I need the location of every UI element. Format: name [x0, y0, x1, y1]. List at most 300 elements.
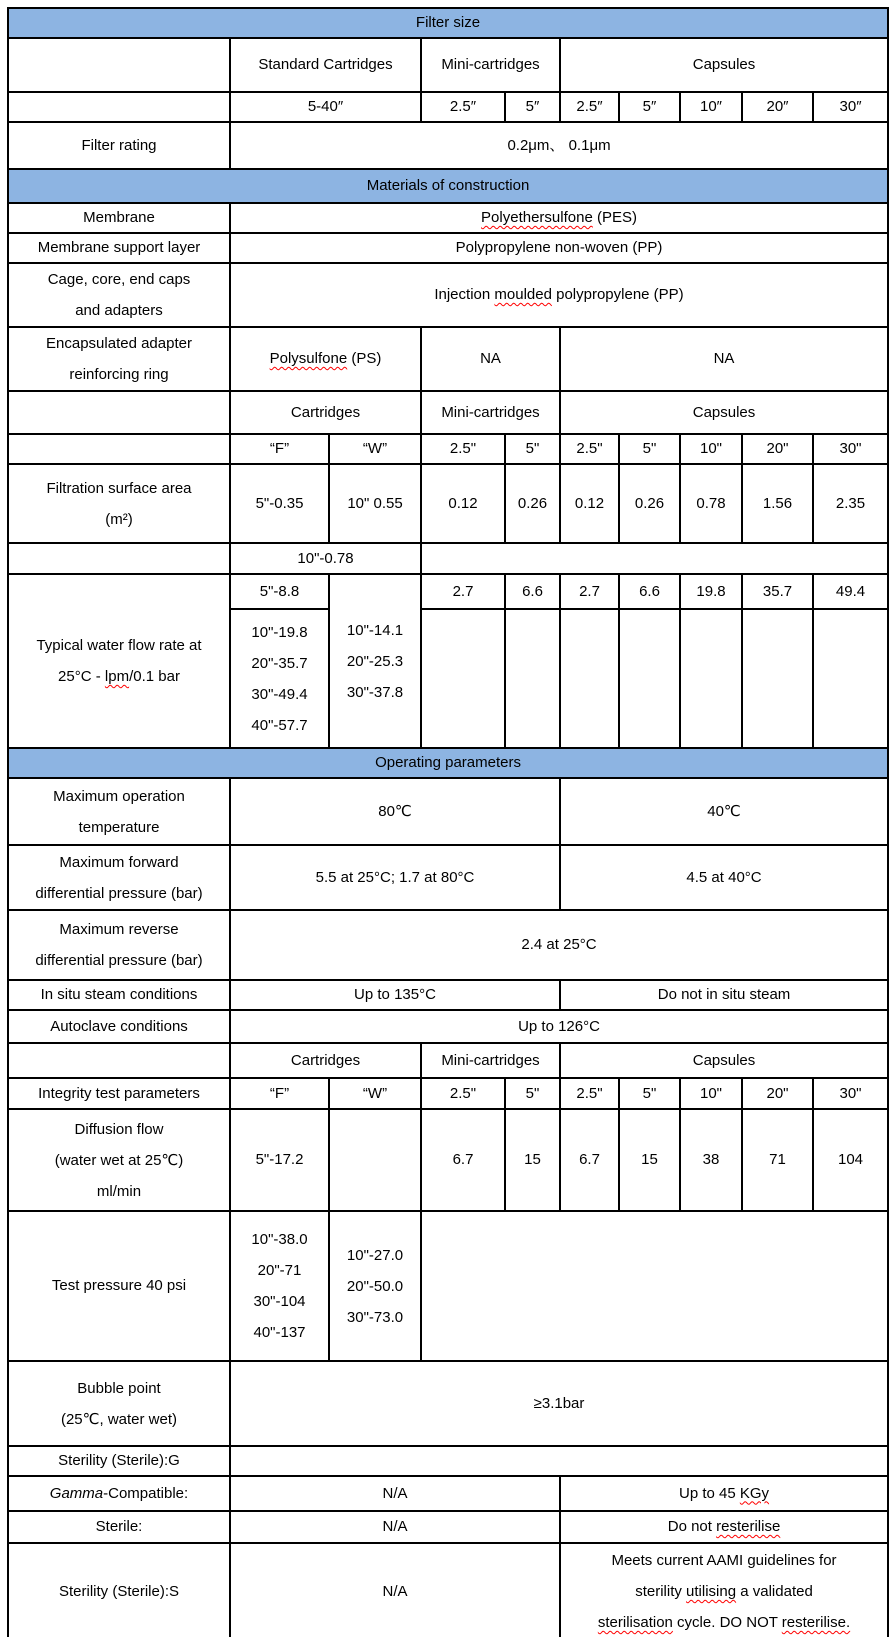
cell-text: 40"-57.7: [251, 716, 308, 734]
cell-text: 30"-73.0: [346, 1308, 404, 1326]
cell-text: Standard Cartridges: [258, 56, 393, 73]
row-label: [8, 1010, 230, 1043]
table-row: [8, 845, 888, 910]
cell-text: sterility: [635, 1583, 687, 1600]
table-cell: [560, 38, 888, 92]
cell-text: (water wet at 25℃): [54, 1151, 184, 1169]
cell-text: -Compatible:: [103, 1484, 189, 1502]
section-header: [8, 169, 888, 203]
table-cell: [8, 391, 230, 434]
spellcheck-squiggle-text: resterilise.: [781, 1614, 851, 1631]
table-cell: [329, 434, 421, 464]
row-label: [8, 1361, 230, 1446]
row-label: [8, 1476, 230, 1511]
row-label: [8, 845, 230, 910]
cell-text: 20"-71: [257, 1262, 302, 1279]
table-cell: [560, 609, 619, 748]
cell-text: Injection: [434, 286, 495, 303]
cell-text: 10": [699, 1084, 722, 1102]
table-cell: [560, 464, 619, 543]
spellcheck-squiggle-text: utilising: [686, 1583, 737, 1600]
cell-text: 30"-49.4: [251, 685, 308, 703]
cell-text: Cage, core, end caps: [47, 271, 191, 288]
cell-text: 10": [699, 440, 722, 457]
cell-text: Encapsulated adapter: [46, 335, 192, 352]
cell-text: 5": [525, 440, 540, 457]
table-cell: [560, 845, 888, 910]
table-cell: [421, 391, 560, 434]
row-label: [8, 1211, 230, 1361]
cell-text: 0.78: [696, 494, 726, 512]
cell-text: 104: [838, 1151, 864, 1168]
table-cell: [230, 910, 888, 980]
table-cell: [742, 1078, 813, 1109]
table-cell: [421, 543, 888, 574]
table-cell: [230, 327, 421, 391]
table-cell: [813, 464, 888, 543]
table-cell: [421, 1078, 505, 1109]
spellcheck-squiggle-text: sterilisation: [597, 1614, 673, 1631]
cell-text: 2.5": [449, 440, 477, 457]
table-row: [8, 1109, 888, 1211]
cell-text: “F”: [269, 1084, 290, 1102]
table-cell: [742, 464, 813, 543]
table-cell: [560, 980, 888, 1010]
table-cell: [619, 92, 680, 122]
table-cell: [230, 574, 329, 609]
cell-text: 25°C -: [58, 668, 105, 685]
cell-text: Polypropylene non-woven (PP): [455, 239, 663, 256]
table-body: [8, 8, 888, 1637]
cell-text: 2.35: [835, 494, 866, 512]
cell-text: In situ steam conditions: [40, 986, 198, 1003]
table-cell: [421, 1211, 888, 1361]
cell-text: 5″: [642, 98, 657, 115]
table-cell: [560, 778, 888, 845]
cell-text: cycle. DO NOT: [672, 1614, 782, 1631]
cell-text: (m²): [105, 510, 133, 528]
cell-text: 0.26: [634, 494, 665, 512]
cell-text: 4.5 at 40°C: [686, 868, 762, 886]
cell-text: Membrane: [83, 209, 155, 226]
cell-text: Maximum forward: [59, 853, 179, 871]
table-cell: [680, 609, 742, 748]
table-row: [8, 910, 888, 980]
table-cell: [813, 1078, 888, 1109]
table-cell: [230, 203, 888, 233]
cell-text: Sterility (Sterile):S: [58, 1582, 180, 1600]
table-row: [8, 1211, 888, 1361]
cell-text: “W”: [362, 1084, 388, 1102]
cell-text: Filtration surface area: [46, 479, 192, 497]
cell-text: (PES): [592, 209, 637, 226]
cell-text: Up to 135°C: [354, 986, 436, 1003]
row-label: [8, 980, 230, 1010]
cell-text: 5"-8.8: [259, 582, 300, 600]
cell-text: 20"-35.7: [251, 654, 308, 672]
cell-text: differential pressure (bar): [35, 884, 203, 902]
cell-text: 2.5″: [576, 98, 603, 115]
row-label: [8, 1109, 230, 1211]
table-cell: [8, 38, 230, 92]
section-row: [8, 8, 888, 38]
cell-text: Capsules: [692, 56, 756, 73]
table-cell: [230, 543, 421, 574]
cell-text: 10″: [700, 98, 722, 115]
table-row: [8, 391, 888, 434]
table-cell: [680, 92, 742, 122]
cell-text: 30"-37.8: [346, 683, 404, 701]
table-cell: [421, 92, 505, 122]
section-row: [8, 748, 888, 778]
table-cell: [421, 38, 560, 92]
cell-text: 5"-0.35: [255, 494, 304, 512]
table-cell: [680, 574, 742, 609]
table-cell: [505, 434, 560, 464]
table-row: [8, 574, 888, 609]
table-cell: [230, 38, 421, 92]
cell-text: 0.2μm、 0.1μm: [507, 136, 611, 154]
cell-text: Up to 45: [678, 1484, 740, 1502]
table-cell: [680, 464, 742, 543]
table-row: [8, 543, 888, 574]
table-cell: [680, 1109, 742, 1211]
cell-text: 0.26: [517, 494, 548, 512]
cell-text: NA: [713, 350, 735, 367]
table-cell: [230, 1543, 560, 1637]
table-cell: [505, 92, 560, 122]
table-cell: [230, 434, 329, 464]
cell-text: 2.7: [452, 582, 474, 600]
table-cell: [813, 574, 888, 609]
table-row: [8, 1476, 888, 1511]
table-row: [8, 1511, 888, 1543]
cell-text: 30": [839, 1084, 862, 1102]
table-cell: [230, 391, 421, 434]
section-header: [8, 748, 888, 778]
cell-text: 2.5": [576, 1084, 603, 1102]
table-row: [8, 1446, 888, 1476]
cell-text: Materials of construction: [366, 177, 530, 194]
table-cell: [560, 574, 619, 609]
cell-text: 20"-25.3: [346, 652, 404, 670]
cell-text: Sterility (Sterile):G: [58, 1452, 180, 1469]
table-cell: [619, 464, 680, 543]
table-row: [8, 1078, 888, 1109]
table-cell: [230, 464, 329, 543]
cell-text: 20": [766, 1084, 789, 1102]
spec-table: [7, 7, 889, 1637]
table-cell: [560, 1043, 888, 1078]
cell-text: (25℃, water wet): [60, 1410, 178, 1428]
cell-text: Up to 126°C: [518, 1017, 600, 1035]
cell-text: 80℃: [378, 802, 412, 820]
cell-text: ml/min: [96, 1182, 142, 1200]
table-row: [8, 1010, 888, 1043]
cell-text: 2.5": [449, 1084, 477, 1102]
table-cell: [742, 574, 813, 609]
cell-text: 15: [641, 1151, 658, 1168]
cell-text: 6.7: [579, 1151, 600, 1168]
table-row: [8, 233, 888, 263]
cell-text: 30"-104: [253, 1293, 306, 1310]
cell-text: 6.6: [522, 582, 543, 600]
cell-text: 10"-0.78: [297, 549, 354, 567]
table-cell: [230, 1511, 560, 1543]
table-cell: [230, 980, 560, 1010]
cell-text: Sterile:: [95, 1518, 143, 1535]
cell-text: 40℃: [707, 802, 741, 820]
cell-text: 5″: [525, 98, 540, 115]
row-label: [8, 464, 230, 543]
cell-text: Do not in situ steam: [657, 986, 791, 1003]
table-cell: [230, 1476, 560, 1511]
cell-text: 15: [524, 1151, 541, 1168]
table-row: [8, 92, 888, 122]
row-label: [230, 609, 329, 748]
table-cell: [329, 1078, 421, 1109]
table-cell: [742, 609, 813, 748]
table-cell: [421, 574, 505, 609]
cell-text: differential pressure (bar): [35, 952, 203, 969]
table-row: [8, 1543, 888, 1637]
cell-text: 5-40″: [307, 98, 344, 115]
row-label: [8, 1511, 230, 1543]
cell-text: 2.7: [579, 582, 600, 600]
table-cell: [230, 1446, 888, 1476]
cell-text: Diffusion flow: [74, 1120, 164, 1138]
cell-text: N/A: [382, 1518, 408, 1535]
table-cell: [505, 574, 560, 609]
cell-text: Mini-cartridges: [441, 1051, 540, 1069]
cell-text: 10"-27.0: [346, 1246, 404, 1264]
cell-text: Do not: [667, 1518, 717, 1535]
table-cell: [560, 1543, 888, 1637]
table-cell: [8, 92, 230, 122]
cell-text: 30″: [839, 98, 862, 115]
cell-text: 10"-38.0: [251, 1231, 308, 1248]
cell-text: reinforcing ring: [69, 366, 169, 383]
table-cell: [813, 609, 888, 748]
cell-text: 6.6: [639, 582, 660, 600]
cell-text: 20"-50.0: [346, 1277, 404, 1295]
table-cell: [505, 609, 560, 748]
cell-text: 10"-14.1: [346, 621, 404, 639]
table-cell: [8, 434, 230, 464]
cell-text: 40"-137: [253, 1324, 306, 1341]
cell-text: Maximum reverse: [59, 921, 179, 938]
row-label: [8, 263, 230, 327]
table-cell: [421, 1043, 560, 1078]
cell-text: and adapters: [75, 302, 163, 319]
cell-text: polypropylene (PP): [551, 286, 684, 303]
table-cell: [8, 1043, 230, 1078]
cell-text: 19.8: [696, 582, 726, 600]
table-cell: [329, 1211, 421, 1361]
table-cell: [560, 1476, 888, 1511]
cell-text: Capsules: [692, 1051, 756, 1069]
table-cell: [619, 574, 680, 609]
cell-text: Maximum operation: [53, 787, 185, 805]
table-row: [8, 38, 888, 92]
cell-text: ≥3.1bar: [533, 1394, 585, 1412]
cell-text: 0.12: [574, 494, 605, 512]
table-cell: [230, 1043, 421, 1078]
cell-text: Filter rating: [81, 136, 157, 154]
cell-text: Membrane support layer: [37, 239, 201, 256]
cell-text: 10"-19.8: [251, 623, 308, 641]
table-cell: [230, 92, 421, 122]
row-label: [8, 1446, 230, 1476]
cell-text: a validated: [736, 1583, 813, 1600]
row-label: [8, 778, 230, 845]
cell-text: 71: [769, 1151, 786, 1168]
table-row: [8, 263, 888, 327]
spellcheck-squiggle-text: KGy: [739, 1484, 770, 1502]
table-row: [8, 122, 888, 169]
table-cell: [421, 327, 560, 391]
table-cell: [813, 434, 888, 464]
spellcheck-squiggle-text: Polysulfone: [269, 350, 348, 367]
cell-text: 5.5 at 25°C; 1.7 at 80°C: [315, 868, 475, 886]
table-cell: [421, 434, 505, 464]
cell-text: “W”: [362, 440, 388, 457]
row-label: [8, 574, 230, 748]
table-cell: [560, 391, 888, 434]
table-cell: [329, 1109, 421, 1211]
table-cell: [230, 778, 560, 845]
table-row: [8, 434, 888, 464]
cell-text: Mini-cartridges: [441, 403, 540, 421]
italic-text: Gamma: [49, 1484, 104, 1502]
table-cell: [505, 464, 560, 543]
spellcheck-squiggle-text: lpm: [104, 668, 130, 685]
table-cell: [505, 1109, 560, 1211]
cell-text: 5": [525, 1084, 540, 1102]
table-cell: [560, 1109, 619, 1211]
table-cell: [560, 434, 619, 464]
table-cell: [560, 327, 888, 391]
table-cell: [680, 434, 742, 464]
cell-text: 5": [642, 1084, 657, 1102]
cell-text: 0.12: [448, 494, 478, 512]
table-row: [8, 1043, 888, 1078]
section-header: [8, 8, 888, 38]
spellcheck-squiggle-text: moulded: [494, 286, 552, 303]
cell-text: NA: [480, 350, 501, 367]
table-cell: [421, 609, 505, 748]
table-cell: [813, 1109, 888, 1211]
cell-text: 1.56: [762, 494, 793, 512]
table-cell: [742, 1109, 813, 1211]
table-cell: [813, 92, 888, 122]
cell-text: N/A: [382, 1484, 408, 1502]
cell-text: Cartridges: [290, 403, 361, 421]
cell-text: Operating parameters: [375, 754, 521, 771]
table-cell: [230, 233, 888, 263]
cell-text: Test pressure 40 psi: [51, 1277, 187, 1294]
cell-text: Filter size: [415, 14, 481, 31]
cell-text: (PS): [347, 350, 382, 367]
cell-text: temperature: [78, 818, 160, 836]
table-cell: [230, 1078, 329, 1109]
cell-text: 2.5″: [449, 98, 477, 115]
table-cell: [560, 1511, 888, 1543]
table-cell: [329, 464, 421, 543]
cell-text: 20": [766, 440, 789, 457]
table-cell: [421, 1109, 505, 1211]
cell-text: Typical water flow rate at: [36, 637, 202, 654]
table-cell: [560, 92, 619, 122]
table-row: [8, 778, 888, 845]
table-cell: [560, 1078, 619, 1109]
spellcheck-squiggle-text: Polyethersulfone: [481, 209, 593, 226]
cell-text: N/A: [382, 1582, 408, 1600]
table-cell: [230, 1211, 329, 1361]
table-cell: [742, 434, 813, 464]
table-cell: [680, 1078, 742, 1109]
table-cell: [619, 434, 680, 464]
table-cell: [230, 122, 888, 169]
cell-text: 5"-17.2: [255, 1151, 304, 1168]
cell-text: 2.4 at 25°C: [521, 936, 597, 953]
row-label: [8, 1543, 230, 1637]
row-label: [8, 1078, 230, 1109]
spellcheck-squiggle-text: resterilise: [716, 1518, 781, 1535]
table-row: [8, 327, 888, 391]
cell-text: Integrity test parameters: [38, 1084, 200, 1102]
cell-text: 49.4: [835, 582, 866, 600]
cell-text: “F”: [269, 440, 290, 457]
table-cell: [8, 543, 230, 574]
table-row: [8, 203, 888, 233]
table-cell: [230, 263, 888, 327]
table-cell: [619, 609, 680, 748]
cell-text: /0.1 bar: [129, 668, 180, 685]
cell-text: 20″: [766, 98, 789, 115]
table-cell: [329, 574, 421, 748]
cell-text: 5": [642, 440, 657, 457]
cell-text: 2.5": [576, 440, 603, 457]
cell-text: 30": [839, 440, 862, 457]
cell-text: Bubble point: [77, 1379, 161, 1397]
section-row: [8, 169, 888, 203]
table-row: [8, 464, 888, 543]
row-label: [8, 327, 230, 391]
cell-text: 10" 0.55: [347, 494, 403, 512]
row-label: [8, 203, 230, 233]
cell-text: 6.7: [452, 1151, 474, 1168]
cell-text: Meets current AAMI guidelines for: [611, 1552, 837, 1569]
table-row: [8, 1361, 888, 1446]
table-cell: [505, 1078, 560, 1109]
cell-text: Mini-cartridges: [441, 56, 540, 73]
table-cell: [230, 1361, 888, 1446]
row-label: [8, 122, 230, 169]
row-label: [8, 910, 230, 980]
cell-text: Autoclave conditions: [50, 1017, 188, 1035]
table-cell: [619, 1078, 680, 1109]
cell-text: 35.7: [762, 582, 793, 600]
cell-text: Capsules: [692, 403, 756, 421]
table-cell: [742, 92, 813, 122]
cell-text: 38: [702, 1151, 720, 1168]
table-cell: [230, 1010, 888, 1043]
table-cell: [230, 845, 560, 910]
table-cell: [230, 1109, 329, 1211]
table-row: [8, 980, 888, 1010]
table-cell: [421, 464, 505, 543]
